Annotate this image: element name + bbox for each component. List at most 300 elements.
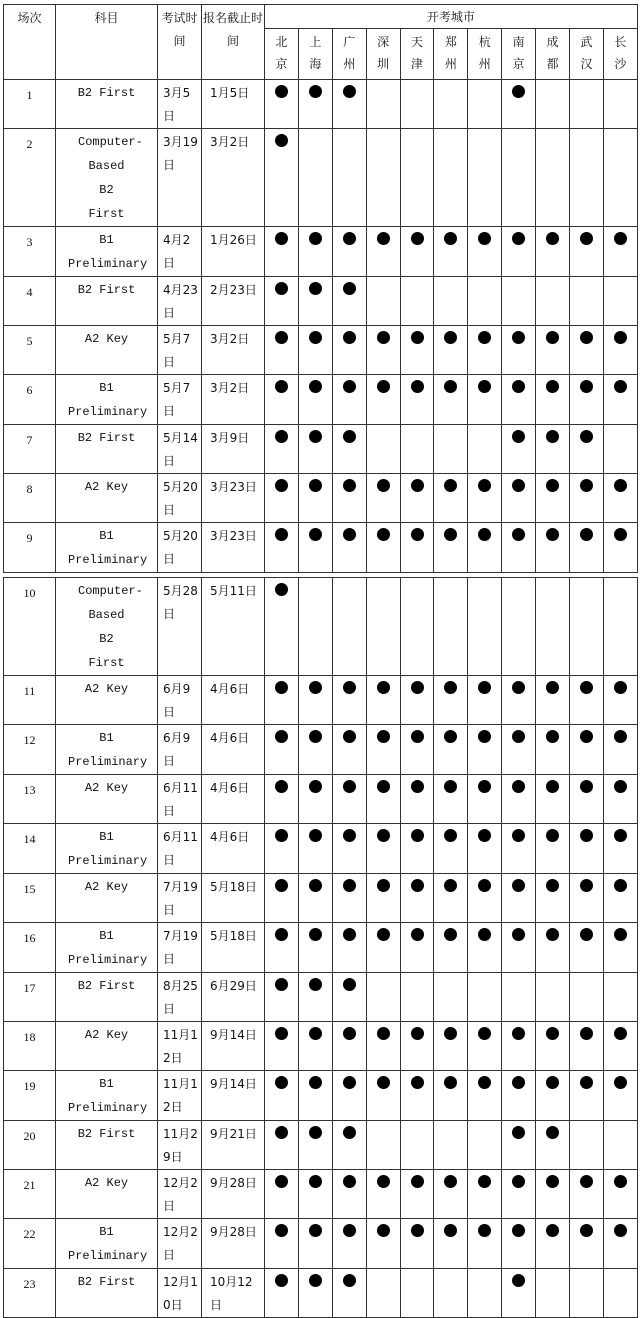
city-cell (366, 523, 400, 573)
dot-marker (343, 1175, 356, 1188)
city-cell (298, 923, 332, 973)
dot-marker (309, 928, 322, 941)
city-cell (434, 1121, 468, 1170)
dot-marker (275, 730, 288, 743)
dot-marker (512, 331, 525, 344)
dot-marker (309, 479, 322, 492)
city-cell (332, 1219, 366, 1269)
exam-date: 6月9日 (158, 676, 202, 725)
city-header: 上海 (298, 29, 332, 80)
dot-marker (343, 1224, 356, 1237)
registration-deadline: 5月18日 (202, 923, 265, 973)
table-row (4, 725, 638, 775)
city-cell (400, 80, 434, 129)
city-cell (332, 775, 366, 824)
city-cell (298, 676, 332, 725)
table-row (4, 923, 638, 973)
dot-marker (309, 85, 322, 98)
dot-marker (614, 380, 627, 393)
city-cell (502, 824, 536, 874)
subject-cell: A2 Key (56, 874, 158, 923)
city-cell (265, 375, 299, 425)
city-header: 南京 (502, 29, 536, 80)
dot-marker (309, 282, 322, 295)
city-cell (603, 578, 637, 676)
dot-marker (275, 1027, 288, 1040)
exam-date: 12月10日 (158, 1269, 202, 1318)
city-cell (536, 923, 570, 973)
city-cell (603, 824, 637, 874)
city-cell (298, 523, 332, 573)
dot-marker (546, 928, 559, 941)
subject-cell: B2 First (56, 425, 158, 474)
city-cell (570, 375, 604, 425)
city-cell (434, 277, 468, 326)
city-cell (298, 1170, 332, 1219)
city-cell (603, 474, 637, 523)
subject-cell: A2 Key (56, 1170, 158, 1219)
city-cell (298, 775, 332, 824)
registration-deadline: 4月6日 (202, 775, 265, 824)
city-cell (400, 1170, 434, 1219)
city-cell (536, 1219, 570, 1269)
city-cell (536, 1269, 570, 1318)
table-body (4, 80, 638, 1318)
city-cell (603, 1269, 637, 1318)
session-number: 17 (4, 973, 56, 1022)
dot-marker (478, 780, 491, 793)
subject-cell: A2 Key (56, 775, 158, 824)
city-cell (502, 326, 536, 375)
dot-marker (309, 528, 322, 541)
city-cell (502, 80, 536, 129)
city-cell (434, 923, 468, 973)
dot-marker (614, 479, 627, 492)
city-cell (332, 973, 366, 1022)
dot-marker (478, 1076, 491, 1089)
city-cell (603, 326, 637, 375)
exam-date: 11月29日 (158, 1121, 202, 1170)
city-cell (468, 973, 502, 1022)
city-cell (536, 474, 570, 523)
city-cell (366, 874, 400, 923)
dot-marker (546, 430, 559, 443)
dot-marker (546, 479, 559, 492)
city-cell (468, 1219, 502, 1269)
city-cell (468, 1121, 502, 1170)
dot-marker (343, 528, 356, 541)
dot-marker (275, 978, 288, 991)
city-header: 深圳 (366, 29, 400, 80)
city-cell (265, 824, 299, 874)
session-number: 5 (4, 326, 56, 375)
exam-date: 4月23日 (158, 277, 202, 326)
city-cell (570, 474, 604, 523)
city-cell (400, 129, 434, 227)
city-cell (434, 375, 468, 425)
dot-marker (546, 780, 559, 793)
dot-marker (512, 479, 525, 492)
city-cell (502, 1269, 536, 1318)
city-cell (400, 326, 434, 375)
city-cell (468, 375, 502, 425)
dot-marker (377, 1175, 390, 1188)
city-cell (570, 227, 604, 277)
dot-marker (546, 730, 559, 743)
city-cell (434, 1022, 468, 1071)
city-cell (366, 973, 400, 1022)
registration-deadline: 9月14日 (202, 1071, 265, 1121)
city-cell (570, 425, 604, 474)
dot-marker (444, 730, 457, 743)
dot-marker (614, 681, 627, 694)
session-number: 16 (4, 923, 56, 973)
city-cell (502, 375, 536, 425)
city-cell (502, 1219, 536, 1269)
dot-marker (411, 1076, 424, 1089)
dot-marker (377, 780, 390, 793)
city-cell (400, 375, 434, 425)
city-cell (603, 775, 637, 824)
city-cell (265, 874, 299, 923)
registration-deadline: 3月23日 (202, 523, 265, 573)
city-cell (400, 676, 434, 725)
city-cell (265, 1170, 299, 1219)
city-cell (332, 874, 366, 923)
city-cell (603, 923, 637, 973)
dot-marker (580, 380, 593, 393)
subject-cell: B1 Preliminary (56, 923, 158, 973)
city-cell (434, 523, 468, 573)
city-cell (400, 523, 434, 573)
city-header: 郑州 (434, 29, 468, 80)
city-cell (366, 1071, 400, 1121)
dot-marker (275, 879, 288, 892)
registration-deadline: 6月29日 (202, 973, 265, 1022)
dot-marker (343, 430, 356, 443)
session-number: 2 (4, 129, 56, 227)
dot-marker (546, 1224, 559, 1237)
city-cell (536, 973, 570, 1022)
city-cell (603, 523, 637, 573)
table-row (4, 1022, 638, 1071)
session-number: 10 (4, 578, 56, 676)
dot-marker (411, 1175, 424, 1188)
dot-marker (444, 1175, 457, 1188)
city-cell (332, 375, 366, 425)
city-cell (434, 1170, 468, 1219)
dot-marker (343, 1076, 356, 1089)
city-cell (468, 824, 502, 874)
table-row (4, 874, 638, 923)
dot-marker (444, 780, 457, 793)
city-header: 长沙 (603, 29, 637, 80)
city-cell (434, 725, 468, 775)
dot-marker (580, 730, 593, 743)
exam-date: 5月28日 (158, 578, 202, 676)
table-row (4, 425, 638, 474)
city-cell (536, 1022, 570, 1071)
city-cell (502, 523, 536, 573)
city-header: 武汉 (570, 29, 604, 80)
city-cell (366, 578, 400, 676)
city-cell (265, 227, 299, 277)
dot-marker (377, 479, 390, 492)
city-header: 成都 (536, 29, 570, 80)
session-number: 13 (4, 775, 56, 824)
city-cell (366, 277, 400, 326)
table-row (4, 1269, 638, 1318)
dot-marker (512, 232, 525, 245)
dot-marker (512, 730, 525, 743)
city-cell (265, 1022, 299, 1071)
exam-date: 3月19日 (158, 129, 202, 227)
subject-cell: B2 First (56, 1121, 158, 1170)
dot-marker (343, 879, 356, 892)
dot-marker (275, 1224, 288, 1237)
dot-marker (546, 1126, 559, 1139)
city-cell (265, 1219, 299, 1269)
dot-marker (411, 829, 424, 842)
dot-marker (478, 479, 491, 492)
city-cell (536, 824, 570, 874)
city-cell (536, 1170, 570, 1219)
dot-marker (309, 1076, 322, 1089)
registration-deadline: 3月2日 (202, 375, 265, 425)
city-cell (468, 1269, 502, 1318)
dot-marker (275, 1126, 288, 1139)
city-cell (332, 80, 366, 129)
dot-marker (411, 528, 424, 541)
exam-date: 5月7日 (158, 375, 202, 425)
city-cell (603, 1121, 637, 1170)
dot-marker (444, 331, 457, 344)
exam-date: 7月19日 (158, 923, 202, 973)
table-row (4, 129, 638, 227)
city-cell (400, 725, 434, 775)
dot-marker (444, 829, 457, 842)
city-cell (536, 375, 570, 425)
exam-date: 7月19日 (158, 874, 202, 923)
dot-marker (580, 928, 593, 941)
city-cell (603, 1219, 637, 1269)
city-cell (468, 425, 502, 474)
exam-date: 6月9日 (158, 725, 202, 775)
subject-cell: B1 Preliminary (56, 1219, 158, 1269)
dot-marker (580, 232, 593, 245)
subject-cell: B2 First (56, 1269, 158, 1318)
session-number: 22 (4, 1219, 56, 1269)
city-cell (298, 129, 332, 227)
subject-cell: B2 First (56, 277, 158, 326)
table-row (4, 676, 638, 725)
session-number: 20 (4, 1121, 56, 1170)
city-cell (400, 474, 434, 523)
exam-date: 6月11日 (158, 824, 202, 874)
dot-marker (377, 879, 390, 892)
subject-cell: Computer-Based B2 First (56, 578, 158, 676)
table-row (4, 375, 638, 425)
city-cell (298, 578, 332, 676)
dot-marker (614, 232, 627, 245)
city-cell (502, 874, 536, 923)
city-cell (366, 1170, 400, 1219)
city-cell (570, 578, 604, 676)
registration-deadline: 4月6日 (202, 725, 265, 775)
city-cell (332, 1071, 366, 1121)
registration-deadline: 4月6日 (202, 676, 265, 725)
table-row (4, 80, 638, 129)
city-cell (400, 824, 434, 874)
city-cell (502, 923, 536, 973)
dot-marker (478, 380, 491, 393)
subject-cell: Computer-Based B2 First (56, 129, 158, 227)
dot-marker (309, 681, 322, 694)
subject-cell: B1 Preliminary (56, 375, 158, 425)
session-number: 1 (4, 80, 56, 129)
dot-marker (411, 331, 424, 344)
dot-marker (614, 331, 627, 344)
header-cities-title: 开考城市 (265, 5, 638, 29)
exam-date: 4月2日 (158, 227, 202, 277)
dot-marker (546, 879, 559, 892)
dot-marker (343, 282, 356, 295)
dot-marker (614, 1027, 627, 1040)
city-cell (366, 326, 400, 375)
dot-marker (343, 1126, 356, 1139)
dot-marker (309, 380, 322, 393)
city-cell (298, 277, 332, 326)
registration-deadline: 3月23日 (202, 474, 265, 523)
dot-marker (478, 1027, 491, 1040)
city-cell (434, 1219, 468, 1269)
city-cell (468, 474, 502, 523)
city-cell (366, 474, 400, 523)
dot-marker (275, 780, 288, 793)
exam-date: 5月20日 (158, 474, 202, 523)
table-row (4, 824, 638, 874)
city-cell (366, 129, 400, 227)
dot-marker (512, 1126, 525, 1139)
dot-marker (478, 331, 491, 344)
city-cell (570, 775, 604, 824)
city-cell (332, 578, 366, 676)
dot-marker (512, 1076, 525, 1089)
city-cell (468, 923, 502, 973)
city-cell (434, 1269, 468, 1318)
subject-cell: B2 First (56, 80, 158, 129)
subject-cell: A2 Key (56, 676, 158, 725)
session-number: 15 (4, 874, 56, 923)
city-cell (298, 1071, 332, 1121)
city-cell (265, 80, 299, 129)
dot-marker (343, 1027, 356, 1040)
city-cell (332, 923, 366, 973)
city-cell (332, 725, 366, 775)
city-cell (366, 824, 400, 874)
city-cell (298, 474, 332, 523)
city-cell (298, 326, 332, 375)
city-cell (298, 425, 332, 474)
dot-marker (444, 380, 457, 393)
dot-marker (580, 1076, 593, 1089)
subject-cell: B1 Preliminary (56, 227, 158, 277)
subject-cell: B1 Preliminary (56, 824, 158, 874)
session-number: 7 (4, 425, 56, 474)
city-cell (468, 277, 502, 326)
city-cell (603, 725, 637, 775)
dot-marker (580, 681, 593, 694)
session-number: 12 (4, 725, 56, 775)
dot-marker (275, 331, 288, 344)
session-number: 3 (4, 227, 56, 277)
city-cell (536, 775, 570, 824)
table-row (4, 277, 638, 326)
registration-deadline: 3月9日 (202, 425, 265, 474)
dot-marker (580, 430, 593, 443)
city-cell (366, 1269, 400, 1318)
dot-marker (411, 479, 424, 492)
city-cell (570, 1121, 604, 1170)
dot-marker (411, 730, 424, 743)
dot-marker (411, 1027, 424, 1040)
dot-marker (309, 1027, 322, 1040)
subject-cell: B2 First (56, 973, 158, 1022)
dot-marker (444, 1027, 457, 1040)
dot-marker (546, 1076, 559, 1089)
city-cell (434, 425, 468, 474)
dot-marker (275, 134, 288, 147)
subject-cell: A2 Key (56, 326, 158, 375)
dot-marker (309, 730, 322, 743)
subject-cell: B1 Preliminary (56, 1071, 158, 1121)
city-cell (536, 129, 570, 227)
city-cell (502, 425, 536, 474)
city-cell (400, 1219, 434, 1269)
dot-marker (377, 331, 390, 344)
dot-marker (580, 879, 593, 892)
city-cell (400, 1269, 434, 1318)
registration-deadline: 1月5日 (202, 80, 265, 129)
city-cell (570, 326, 604, 375)
city-cell (570, 923, 604, 973)
city-cell (468, 1071, 502, 1121)
session-number: 8 (4, 474, 56, 523)
dot-marker (309, 232, 322, 245)
city-cell (434, 874, 468, 923)
dot-marker (512, 1224, 525, 1237)
dot-marker (343, 479, 356, 492)
dot-marker (444, 1224, 457, 1237)
dot-marker (546, 681, 559, 694)
dot-marker (614, 879, 627, 892)
city-cell (570, 1071, 604, 1121)
city-cell (536, 578, 570, 676)
city-cell (434, 1071, 468, 1121)
city-cell (570, 676, 604, 725)
city-cell (603, 1170, 637, 1219)
exam-date: 6月11日 (158, 775, 202, 824)
city-cell (570, 277, 604, 326)
exam-date: 3月5日 (158, 80, 202, 129)
city-cell (265, 523, 299, 573)
city-header: 广州 (332, 29, 366, 80)
city-cell (265, 775, 299, 824)
dot-marker (411, 780, 424, 793)
city-cell (536, 326, 570, 375)
dot-marker (614, 1076, 627, 1089)
city-cell (332, 227, 366, 277)
